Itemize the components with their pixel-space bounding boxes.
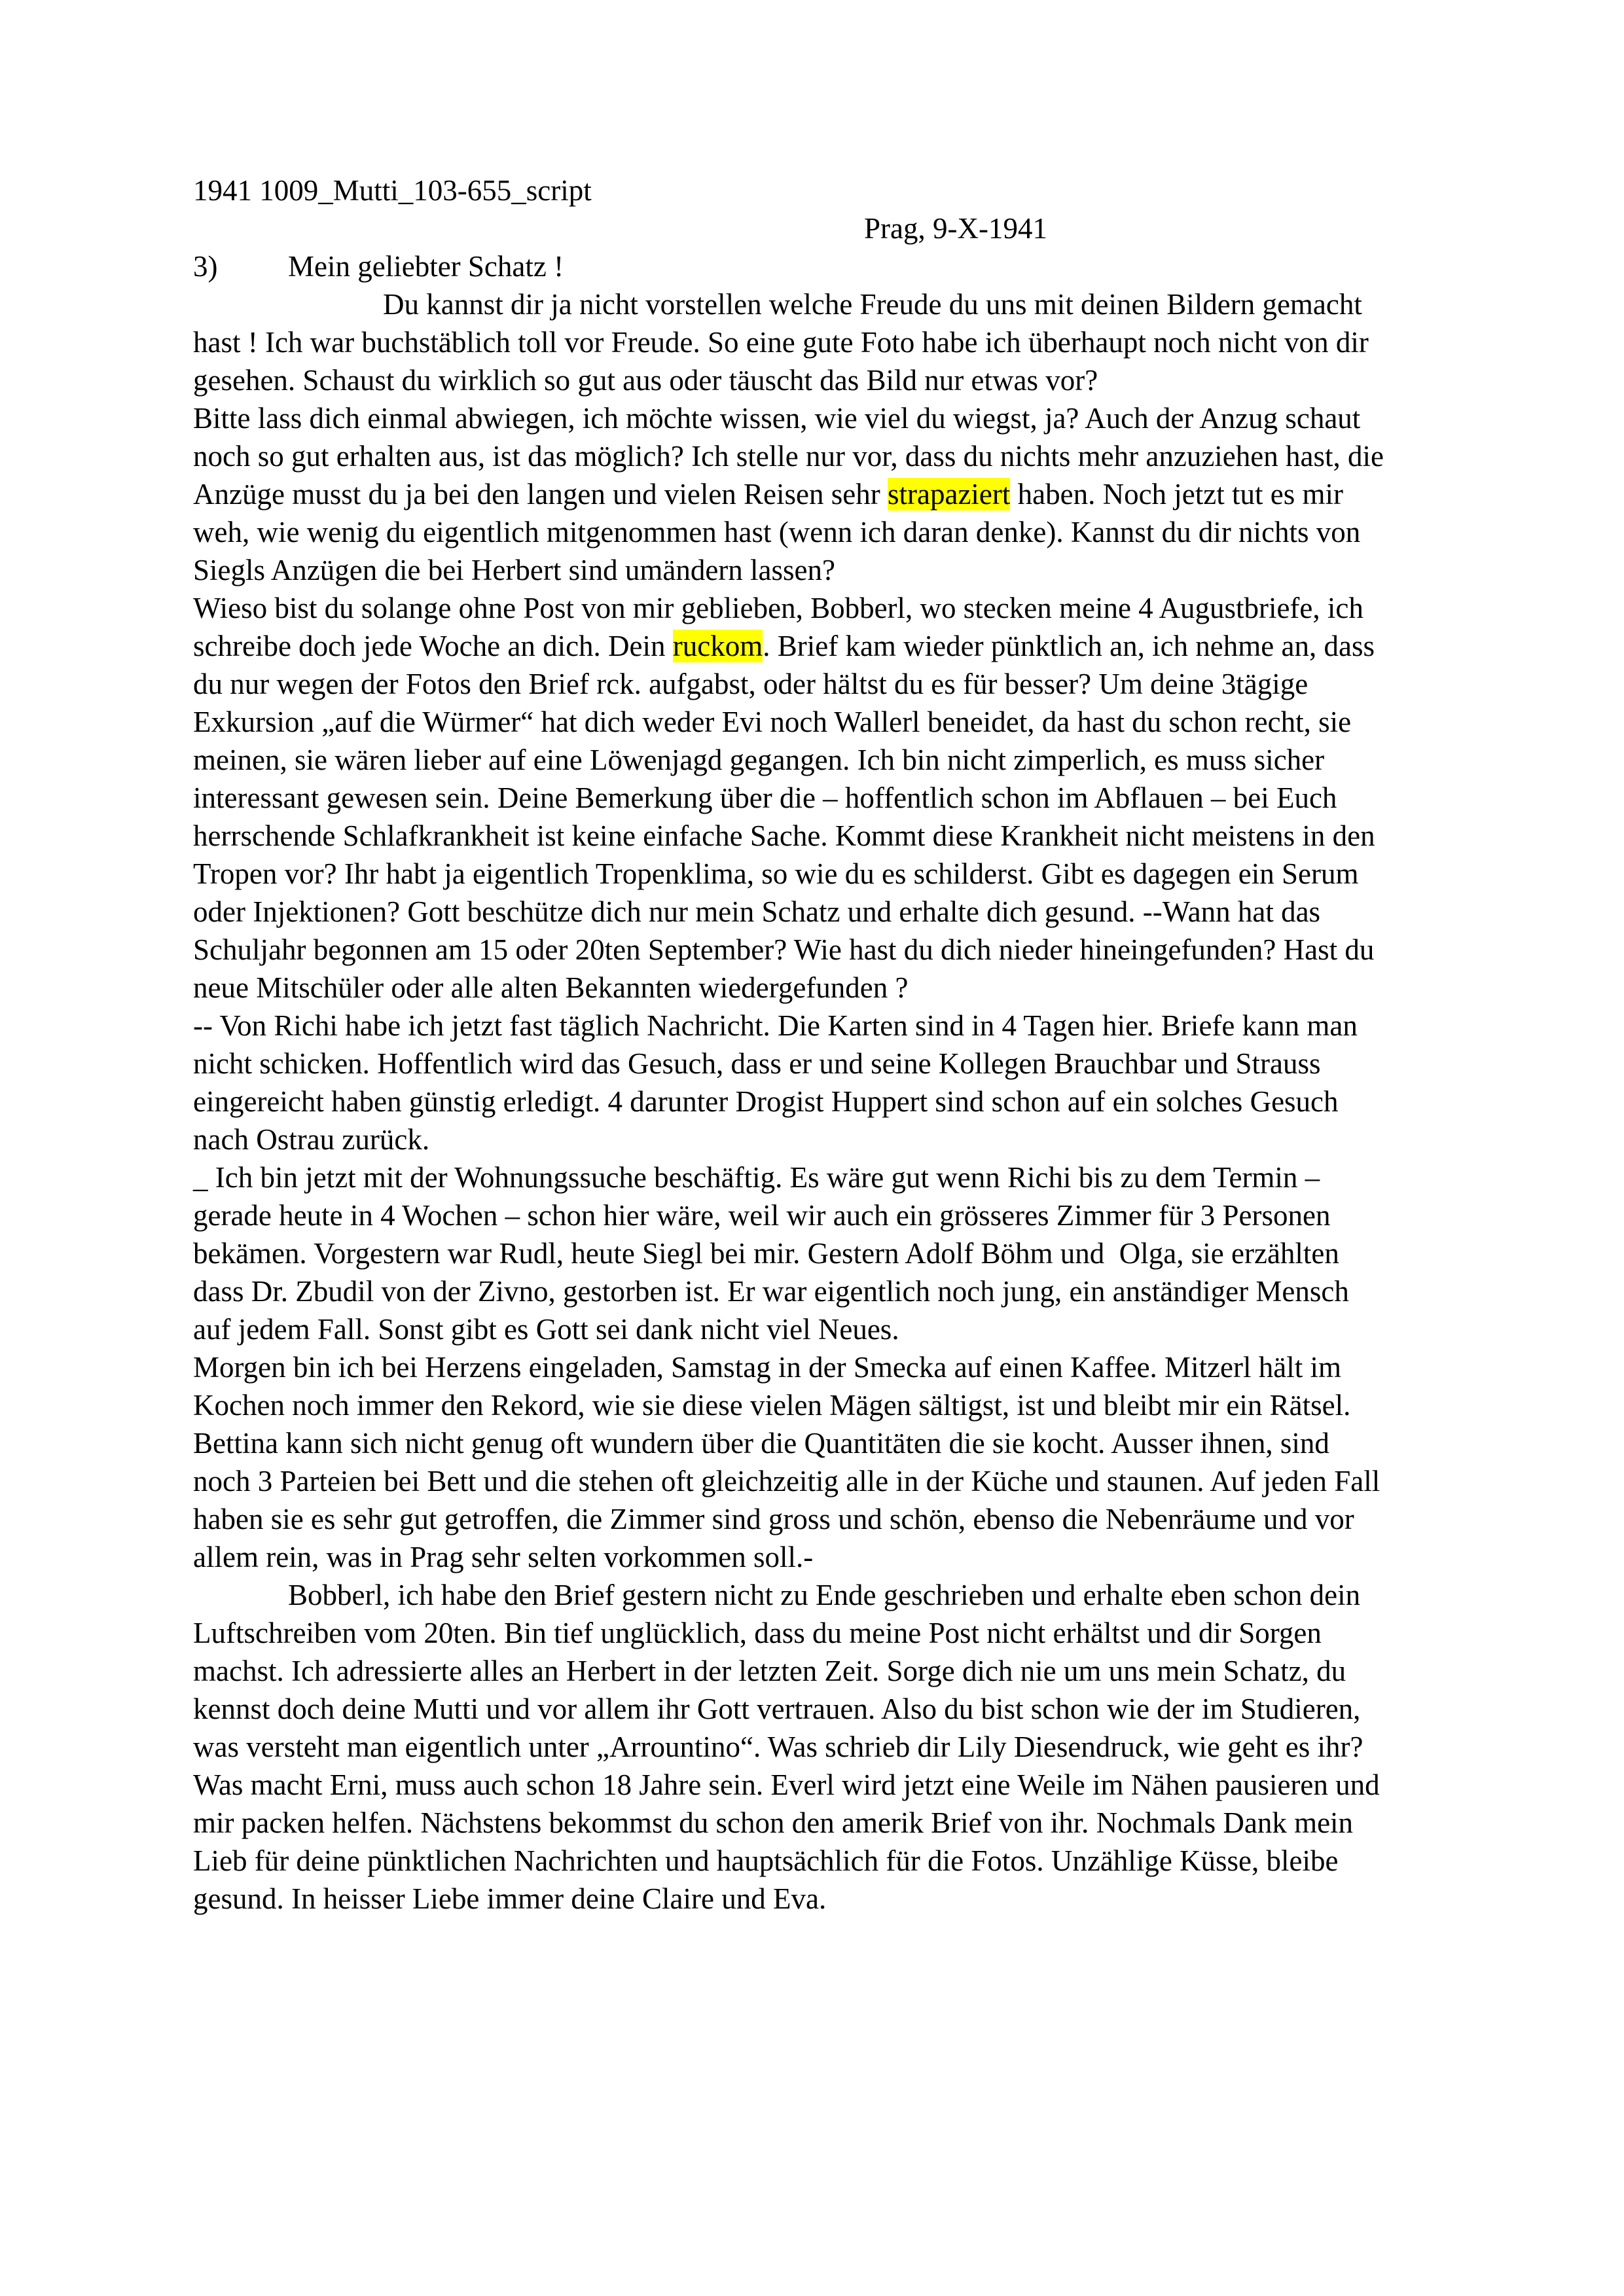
- letter-line: Lieb für deine pünktlichen Nachrichten und hauptsächlich für die Fotos. Unzählige Küsse, bleibe: [193, 1844, 1339, 1877]
- letter-lines: [193, 285, 1476, 1918]
- highlighted-word: strapaziert: [888, 478, 1011, 511]
- letter-line: [193, 627, 1476, 665]
- letter-line-text: haben. Noch jetzt tut es mir: [1010, 478, 1343, 511]
- letter-line: Luftschreiben vom 20ten. Bin tief unglücklich, dass du meine Post nicht erhältst und dir Sorgen: [193, 1617, 1322, 1649]
- letter-line: gerade heute in 4 Wochen – schon hier wäre, weil wir auch ein grösseres Zimmer für 3 Personen: [193, 1199, 1331, 1232]
- letter-line: Tropen vor? Ihr habt ja eigentlich Tropenklima, so wie du es schilderst. Gibt es dagegen ein Serum: [193, 857, 1359, 890]
- letter-number: 3): [193, 250, 218, 283]
- letter-line-text: . Brief kam wieder pünktlich an, ich nehme an, dass: [763, 630, 1375, 662]
- letter-line: herrschende Schlafkrankheit ist keine einfache Sache. Kommt diese Krankheit nicht meistens in den: [193, 819, 1375, 852]
- letter-salutation-line: [193, 247, 1476, 285]
- letter-line-text: schreibe doch jede Woche an dich. Dein: [193, 630, 673, 662]
- letter-line: Siegls Anzügen die bei Herbert sind umändern lassen?: [193, 554, 835, 586]
- letter-line: Bitte lass dich einmal abwiegen, ich möchte wissen, wie viel du wiegst, ja? Auch der Anzug schaut: [193, 402, 1361, 435]
- letter-line: Schuljahr begonnen am 15 oder 20ten September? Wie hast du dich nieder hineingefunden? Hast du: [193, 933, 1375, 966]
- highlighted-word: ruckom: [672, 630, 763, 662]
- letter-line: noch so gut erhalten aus, ist das möglich? Ich stelle nur vor, dass du nichts mehr anzuziehen hast, die: [193, 440, 1384, 473]
- letter-line: meinen, sie wären lieber auf eine Löwenjagd gegangen. Ich bin nicht zimperlich, es muss sicher: [193, 744, 1325, 776]
- letter-line: nach Ostrau zurück.: [193, 1123, 430, 1156]
- letter-line: neue Mitschüler oder alle alten Bekannten wiedergefunden ?: [193, 971, 909, 1004]
- letter-line: -- Von Richi habe ich jetzt fast täglich Nachricht. Die Karten sind in 4 Tagen hier. Briefe kann man: [193, 1009, 1358, 1042]
- letter-line: gesehen. Schaust du wirklich so gut aus oder täuscht das Bild nur etwas vor?: [193, 364, 1098, 397]
- letter-line: nicht schicken. Hoffentlich wird das Gesuch, dass er und seine Kollegen Brauchbar und Strauss: [193, 1047, 1321, 1080]
- letter-line: allem rein, was in Prag sehr selten vorkommen soll.-: [193, 1541, 814, 1573]
- letter-line: Exkursion „auf die Würmer“ hat dich weder Evi noch Wallerl beneidet, da hast du schon recht, sie: [193, 706, 1352, 738]
- letter-line: auf jedem Fall. Sonst gibt es Gott sei dank nicht viel Neues.: [193, 1313, 899, 1346]
- letter-line: gesund. In heisser Liebe immer deine Claire und Eva.: [193, 1882, 827, 1915]
- letter-line: _ Ich bin jetzt mit der Wohnungssuche beschäftig. Es wäre gut wenn Richi bis zu dem Termin –: [193, 1161, 1320, 1194]
- letter-line-text: Anzüge musst du ja bei den langen und vielen Reisen sehr: [193, 478, 888, 511]
- letter-line: Bobberl, ich habe den Brief gestern nicht zu Ende geschrieben und erhalte eben schon dein: [288, 1579, 1361, 1611]
- letter-line: kennst doch deine Mutti und vor allem ihr Gott vertrauen. Also du bist schon wie der im Studieren,: [193, 1693, 1361, 1725]
- letter-line: dass Dr. Zbudil von der Zivno, gestorben ist. Er war eigentlich noch jung, ein anständiger Mensch: [193, 1275, 1349, 1308]
- letter-line: du nur wegen der Fotos den Brief rck. aufgabst, oder hältst du es für besser? Um deine 3tägige: [193, 668, 1308, 700]
- letter-line: Morgen bin ich bei Herzens eingeladen, Samstag in der Smecka auf einen Kaffee. Mitzerl hält im: [193, 1351, 1341, 1384]
- letter-line: was versteht man eigentlich unter „Arrountino“. Was schrieb dir Lily Diesendruck, wie geht es ihr?: [193, 1731, 1363, 1763]
- letter-line: Bettina kann sich nicht genug oft wundern über die Quantitäten die sie kocht. Ausser ihnen, sind: [193, 1427, 1329, 1460]
- letter-body: [193, 171, 1476, 1918]
- letter-line: oder Injektionen? Gott beschütze dich nur mein Schatz und erhalte dich gesund. --Wann hat das: [193, 895, 1321, 928]
- letter-line: Was macht Erni, muss auch schon 18 Jahre sein. Everl wird jetzt eine Weile im Nähen pausieren und: [193, 1768, 1380, 1801]
- letter-line: hast ! Ich war buchstäblich toll vor Freude. So eine gute Foto habe ich überhaupt noch nicht von dir: [193, 326, 1369, 359]
- letter-line: Du kannst dir ja nicht vorstellen welche Freude du uns mit deinen Bildern gemacht: [383, 288, 1362, 321]
- document-file-title: 1941 1009_Mutti_103-655_script: [193, 174, 592, 207]
- letter-line: mir packen helfen. Nächstens bekommst du schon den amerik Brief von ihr. Nochmals Dank mein: [193, 1806, 1354, 1839]
- letter-line: machst. Ich adressierte alles an Herbert in der letzten Zeit. Sorge dich nie um uns mein Schatz, du: [193, 1655, 1346, 1687]
- letter-place-date: Prag, 9-X-1941: [864, 212, 1047, 245]
- letter-line: haben sie es sehr gut getroffen, die Zimmer sind gross und schön, ebenso die Nebenräume und vor: [193, 1503, 1354, 1535]
- letter-line: Kochen noch immer den Rekord, wie sie diese vielen Mägen sältigst, ist und bleibt mir ein Rätsel.: [193, 1389, 1351, 1422]
- letter-salutation: Mein geliebter Schatz !: [288, 250, 564, 283]
- letter-line: eingereicht haben günstig erledigt. 4 darunter Drogist Huppert sind schon auf ein solches Gesuch: [193, 1085, 1339, 1118]
- letter-line: interessant gewesen sein. Deine Bemerkung über die – hoffentlich schon im Abflauen – bei Euch: [193, 781, 1337, 814]
- letter-line: bekämen. Vorgestern war Rudl, heute Siegl bei mir. Gestern Adolf Böhm und Olga, sie erzählten: [193, 1237, 1339, 1270]
- letter-line: Wieso bist du solange ohne Post von mir geblieben, Bobberl, wo stecken meine 4 Augustbriefe, ich: [193, 592, 1363, 624]
- letter-line: noch 3 Parteien bei Bett und die stehen oft gleichzeitig alle in der Küche und staunen. Auf jeden Fall: [193, 1465, 1380, 1498]
- letter-line: [193, 475, 1476, 513]
- letter-line: weh, wie wenig du eigentlich mitgenommen hast (wenn ich daran denke). Kannst du dir nichts von: [193, 516, 1361, 548]
